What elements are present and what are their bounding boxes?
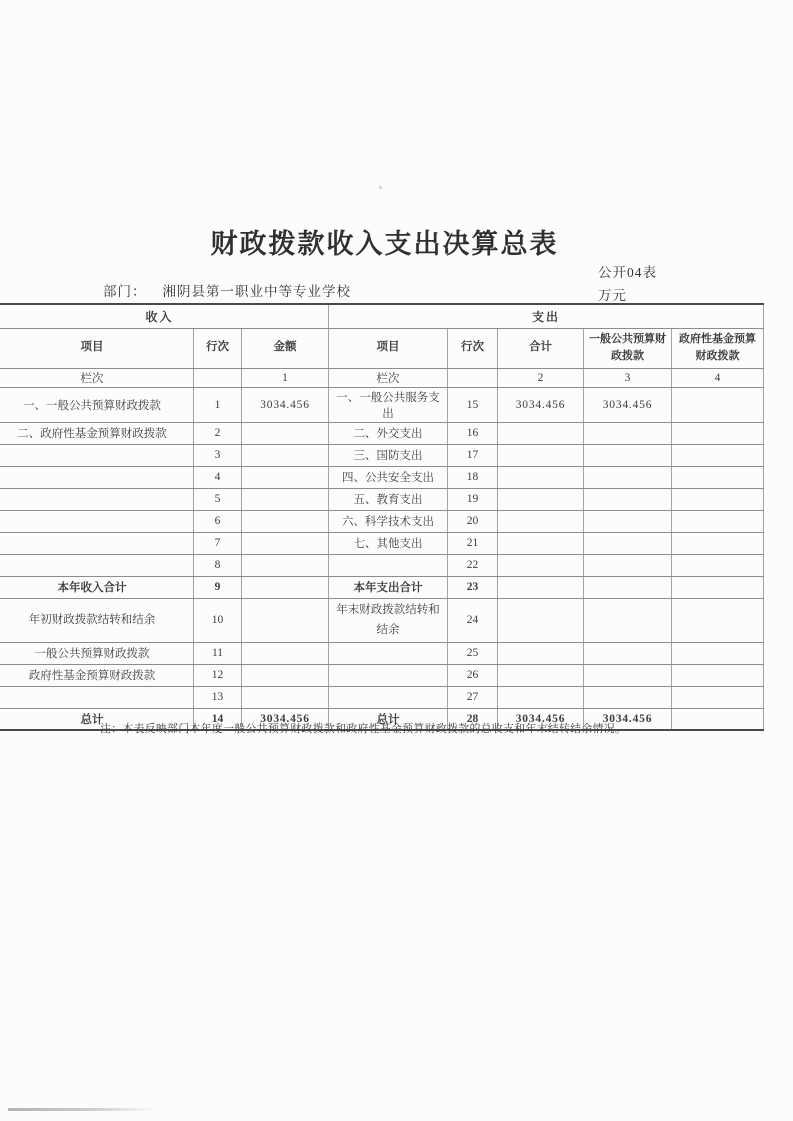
column-header-row [0,328,764,368]
table-row [0,422,764,444]
income-rowno-cell: 12 [194,664,242,686]
income-amount-cell [242,488,329,510]
table-row [0,576,764,598]
report-title: 财政拨款收入支出决算总表 [210,229,559,259]
scan-dot-artifact [379,186,382,189]
expense-item-cell: 四、公共安全支出 [329,466,448,488]
income-rowno-cell: 6 [194,510,242,532]
income-rowno-cell: 13 [194,686,242,708]
expense-total-cell [498,642,584,664]
expense-general-cell [584,554,672,576]
expense-item-cell [329,642,448,664]
income-rowno-cell: 9 [194,576,242,598]
table-row [0,642,764,664]
expense-general-cell [584,532,672,554]
expense-item-cell: 年末财政拨款结转和结余 [329,598,448,642]
income-rowno-cell: 4 [194,466,242,488]
expense-item-cell: 七、其他支出 [329,532,448,554]
expense-general-cell [584,466,672,488]
expense-item-cell: 六、科学技术支出 [329,510,448,532]
index-2-cell: 2 [498,368,584,387]
expense-general-cell [584,598,672,642]
income-item-cell: 年初财政拨款结转和结余 [0,598,194,642]
unit-label: 万元 [598,288,627,303]
expense-total-cell [498,532,584,554]
expense-rowno-cell: 17 [448,444,498,466]
income-amount-cell [242,554,329,576]
expense-total-cell [498,422,584,444]
expense-general-cell [584,576,672,598]
expense-rowno-cell: 24 [448,598,498,642]
expense-item-cell: 五、教育支出 [329,488,448,510]
income-rowno-cell: 1 [194,387,242,422]
table-row [0,510,764,532]
expense-fund-cell [672,387,764,422]
column-index-row [0,368,764,387]
expense-fund-cell [672,598,764,642]
form-code: 公开04表 [598,265,657,280]
expense-fund-cell [672,708,764,730]
expense-general-cell [584,686,672,708]
income-amount-cell [242,664,329,686]
expense-rowno-cell: 15 [448,387,498,422]
department-value: 湘阴县第一职业中等专业学校 [162,284,351,299]
income-amount-cell [242,422,329,444]
income-item-cell [0,466,194,488]
expense-fund-cell [672,488,764,510]
income-rowno-cell: 5 [194,488,242,510]
expense-rowno-cell: 23 [448,576,498,598]
income-item-cell [0,686,194,708]
income-rowno-cell: 8 [194,554,242,576]
income-item-cell [0,444,194,466]
income-amount-cell [242,466,329,488]
section-header-row [0,304,764,328]
income-amount-cell: 3034.456 [242,708,329,730]
income-amount-cell [242,444,329,466]
expense-total-cell [498,554,584,576]
expense-fund-cell [672,444,764,466]
expense-general-cell [584,642,672,664]
index-1-cell: 1 [242,368,329,387]
expense-fund-cell [672,466,764,488]
expense-total-col-header: 合计 [498,328,584,368]
table-row [0,444,764,466]
department-line [103,280,351,300]
expense-index-blank [448,368,498,387]
table-row [0,598,764,642]
expense-general-cell [584,510,672,532]
expense-total-cell [498,686,584,708]
expense-general-cell [584,664,672,686]
income-rowno-cell: 14 [194,708,242,730]
income-amount-cell [242,686,329,708]
expense-rowno-cell: 27 [448,686,498,708]
expense-rowno-col-header: 行次 [448,328,498,368]
expense-rowno-cell: 18 [448,466,498,488]
expense-fund-cell [672,576,764,598]
table-row [0,686,764,708]
gov-fund-col-header: 政府性基金预算财政拨款 [672,328,764,368]
expense-general-cell [584,422,672,444]
expense-total-cell [498,576,584,598]
expense-total-cell [498,488,584,510]
expense-general-cell: 3034.456 [584,708,672,730]
income-item-cell: 政府性基金预算财政拨款 [0,664,194,686]
income-item-col-header: 项目 [0,328,194,368]
income-rowno-cell: 11 [194,642,242,664]
expense-item-cell: 二、外交支出 [329,422,448,444]
department-label: 部门： [103,284,147,299]
table-row [0,532,764,554]
income-index-label: 栏次 [0,368,194,387]
expense-fund-cell [672,642,764,664]
expense-item-cell: 本年支出合计 [329,576,448,598]
expense-general-cell [584,488,672,510]
income-rowno-cell: 3 [194,444,242,466]
expense-general-cell: 3034.456 [584,387,672,422]
income-amount-cell [242,642,329,664]
income-item-cell [0,554,194,576]
expense-total-cell [498,598,584,642]
income-rowno-cell: 10 [194,598,242,642]
income-rowno-col-header: 行次 [194,328,242,368]
income-item-cell: 二、政府性基金预算财政拨款 [0,422,194,444]
expense-fund-cell [672,686,764,708]
income-rowno-cell: 2 [194,422,242,444]
expense-rowno-cell: 25 [448,642,498,664]
income-item-cell [0,532,194,554]
income-item-cell: 总计 [0,708,194,730]
income-item-cell: 一、一般公共预算财政拨款 [0,387,194,422]
income-item-cell: 本年收入合计 [0,576,194,598]
expense-item-cell: 一、一般公共服务支出 [329,387,448,422]
expense-fund-cell [672,510,764,532]
income-amount-cell [242,576,329,598]
income-index-blank [194,368,242,387]
expense-fund-cell [672,532,764,554]
income-item-cell [0,510,194,532]
fiscal-summary-table [0,303,764,731]
index-3-cell: 3 [584,368,672,387]
expense-rowno-cell: 16 [448,422,498,444]
expense-total-cell [498,466,584,488]
scan-line-artifact [8,1108,156,1111]
expense-total-cell [498,664,584,686]
expense-fund-cell [672,554,764,576]
expense-rowno-cell: 22 [448,554,498,576]
index-4-cell: 4 [672,368,764,387]
expense-total-cell [498,444,584,466]
general-budget-col-header: 一般公共预算财政拨款 [584,328,672,368]
expense-rowno-cell: 19 [448,488,498,510]
income-amount-col-header: 金额 [242,328,329,368]
expense-item-cell: 三、国防支出 [329,444,448,466]
expense-item-cell [329,554,448,576]
expense-total-cell: 3034.456 [498,708,584,730]
expense-total-cell [498,510,584,532]
expense-fund-cell [672,422,764,444]
table-row [0,466,764,488]
expense-item-cell [329,686,448,708]
expense-total-cell: 3034.456 [498,387,584,422]
expense-rowno-cell: 28 [448,708,498,730]
income-amount-cell: 3034.456 [242,387,329,422]
expense-general-cell [584,444,672,466]
form-meta [598,261,657,307]
income-amount-cell [242,510,329,532]
income-amount-cell [242,532,329,554]
table-row [0,488,764,510]
expense-item-cell: 总计 [329,708,448,730]
table-row [0,387,764,422]
expense-rowno-cell: 26 [448,664,498,686]
expense-item-cell [329,664,448,686]
expense-rowno-cell: 20 [448,510,498,532]
income-section-header: 收入 [0,304,329,328]
table-row [0,664,764,686]
table-row [0,554,764,576]
expense-rowno-cell: 21 [448,532,498,554]
income-rowno-cell: 7 [194,532,242,554]
expense-fund-cell [672,664,764,686]
expense-section-header: 支出 [329,304,764,328]
expense-item-col-header: 项目 [329,328,448,368]
income-amount-cell [242,598,329,642]
income-item-cell [0,488,194,510]
income-item-cell: 一般公共预算财政拨款 [0,642,194,664]
footnote: 注：本表反映部门本年度一般公共预算财政拨款和政府性基金预算财政拨款的总收支和年末结转结余情况。 [100,723,627,735]
expense-index-label: 栏次 [329,368,448,387]
